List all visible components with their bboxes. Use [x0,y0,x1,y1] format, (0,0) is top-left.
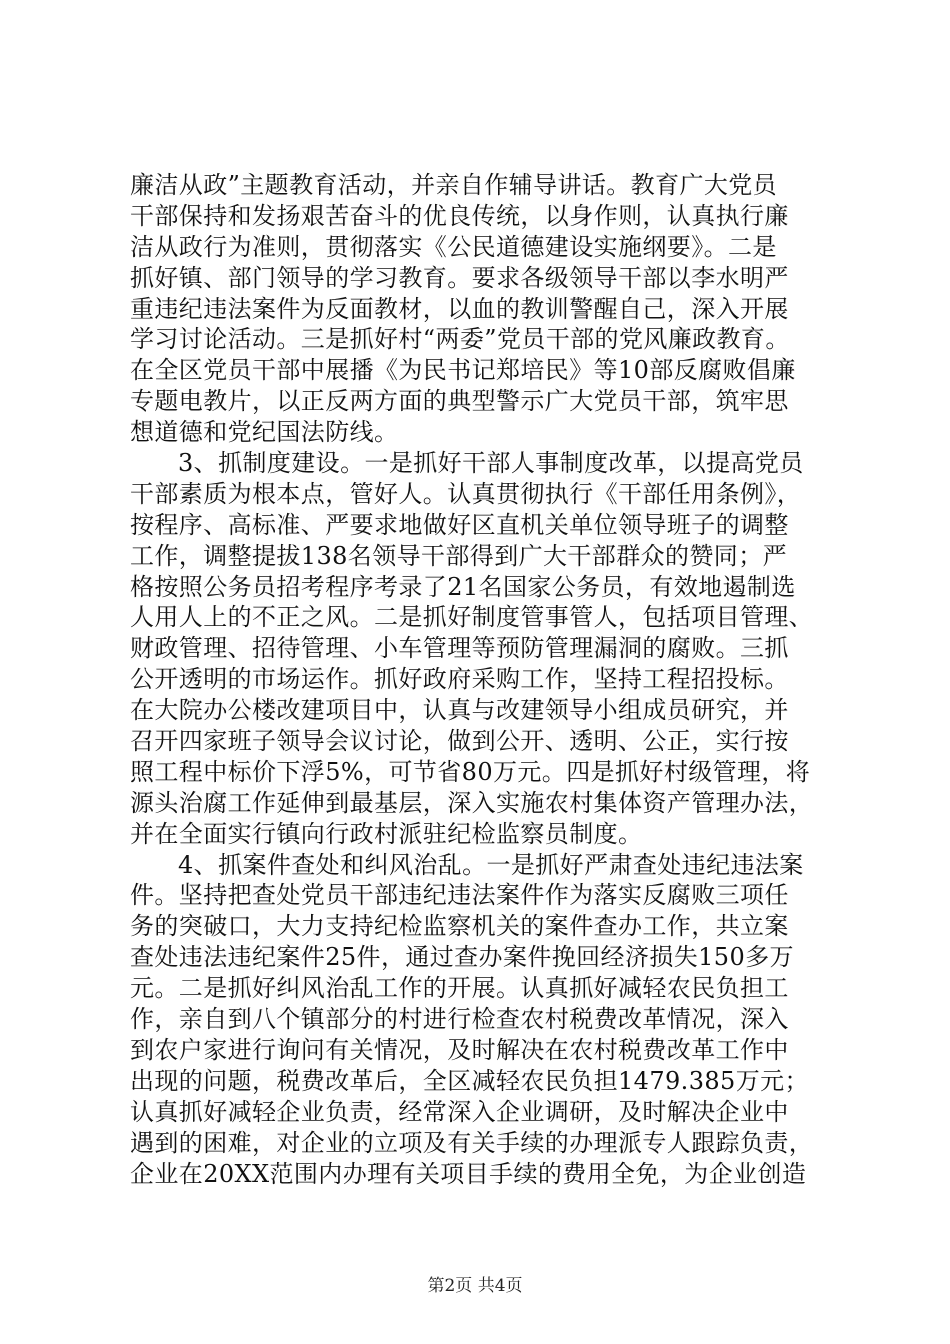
text-line: 想道德和党纪国法防线。 [130,418,399,447]
text-line: 干部保持和发扬艰苦奋斗的优良传统，以身作则，认真执行廉 [130,201,789,230]
text-line: 源头治腐工作延伸到最基层，深入实施农村集体资产管理办法， [130,788,814,817]
text-line: 出现的问题，税费改革后，全区减轻农民负担1479.385万元； [130,1066,809,1095]
text-line: 作，亲自到八个镇部分的村进行检查农村税费改革情况，深入 [130,1005,789,1034]
text-line: 廉洁从政”主题教育活动，并亲自作辅导讲话。教育广大党员 [130,171,778,199]
text-line: 格按照公务员招考程序考录了21名国家公务员，有效地遏制选 [130,572,796,601]
text-line: 重违纪违法案件为反面教材，以血的教训警醒自己，深入开展 [130,294,789,323]
text-line: 财政管理、招待管理、小车管理等预防管理漏洞的腐败。三抓 [130,634,789,663]
text-line: 到农户家进行询问有关情况，及时解决在农村税费改革工作中 [130,1035,789,1064]
text-line: 干部素质为根本点，管好人。认真贯彻执行《干部任用条例》， [130,479,802,508]
page-number-label: 第2页 共4页 [427,1276,523,1296]
text-line: 认真抓好减轻企业负责，经常深入企业调研，及时解决企业中 [130,1097,789,1126]
document-body [130,170,830,1189]
text-line: 召开四家班子领导会议讨论，做到公开、透明、公正，实行按 [130,727,789,756]
text-line: 抓好镇、部门领导的学习教育。要求各级领导干部以李水明严 [130,263,789,292]
text-line: 元。二是抓好纠风治乱工作的开展。认真抓好减轻农民负担工 [130,974,789,1003]
page-footer [0,1275,950,1297]
text-line: 学习讨论活动。三是抓好村“两委”党员干部的党风廉政教育。 [130,325,790,354]
text-line: 在大院办公楼改建项目中，认真与改建领导小组成员研究，并 [130,696,789,725]
text-line: 遇到的困难，对企业的立项及有关手续的办理派专人跟踪负责， [130,1128,814,1157]
text-line: 按程序、高标准、严要求地做好区直机关单位领导班子的调整 [130,510,789,539]
text-line: 并在全面实行镇向行政村派驻纪检监察员制度。 [130,819,643,848]
text-line: 务的突破口，大力支持纪检监察机关的案件查办工作，共立案 [130,912,789,941]
text-line: 洁从政行为准则，贯彻落实《公民道德建设实施纲要》。二是 [130,232,777,261]
text-line: 工作，调整提拔138名领导干部得到广大干部群众的赞同；严 [130,541,788,570]
paragraph-start-line: 3、抓制度建设。一是抓好干部人事制度改革，以提高党员 [178,449,804,478]
text-line: 照工程中标价下浮5%，可节省80万元。四是抓好村级管理，将 [130,757,811,786]
paragraph-start-line: 4、抓案件查处和纠风治乱。一是抓好严肃查处违纪违法案 [178,850,804,879]
text-line: 人用人上的不正之风。二是抓好制度管事管人，包括项目管理、 [130,603,814,632]
text-line: 查处违法违纪案件25件，通过查办案件挽回经济损失150多万 [130,943,794,972]
text-line: 专题电教片，以正反两方面的典型警示广大党员干部，筑牢思 [130,387,789,416]
text-line: 公开透明的市场运作。抓好政府采购工作，坚持工程招投标。 [130,665,789,694]
text-line: 企业在20XX范围内办理有关项目手续的费用全免，为企业创造 [130,1159,807,1188]
text-line: 件。坚持把查处党员干部违纪违法案件作为落实反腐败三项任 [130,881,789,910]
text-line: 在全区党员干部中展播《为民书记郑培民》等10部反腐败倡廉 [130,356,796,385]
